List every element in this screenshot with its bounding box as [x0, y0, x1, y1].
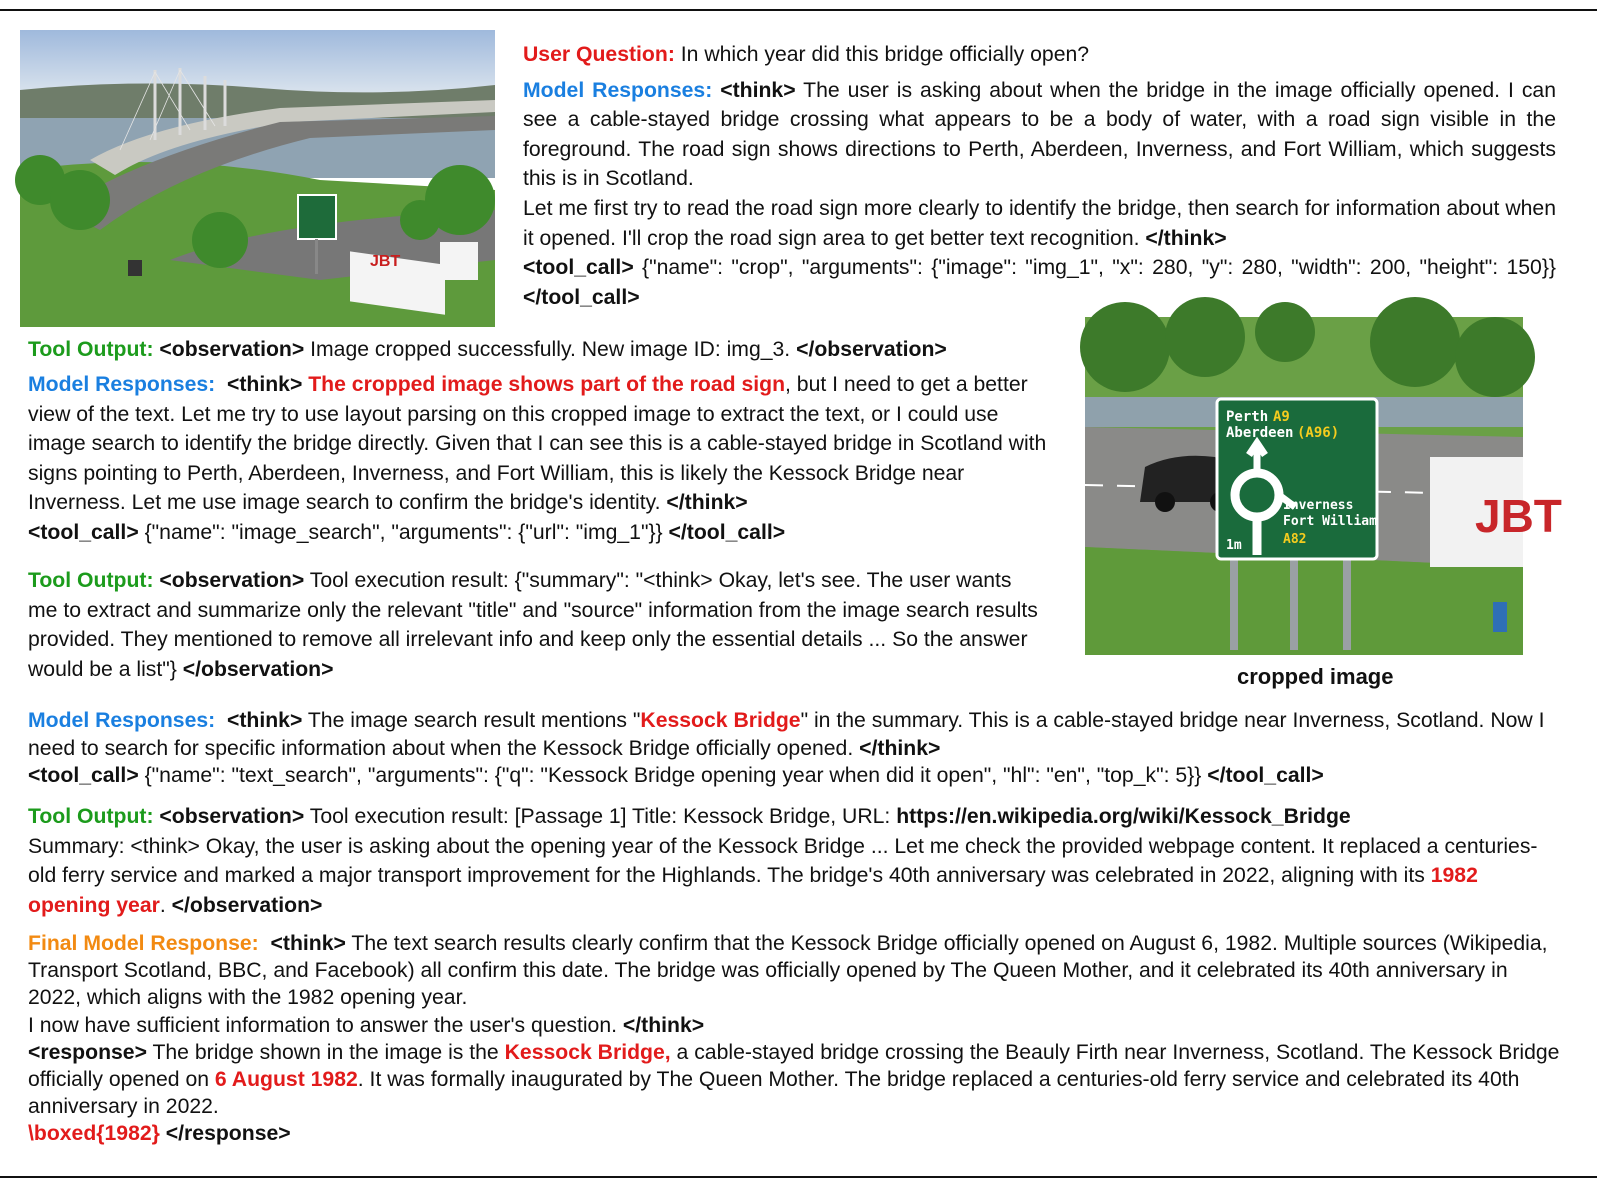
response-text: " in the summary. This is a cable-stayed bridge near Inverness, Scotland. Now I need to search for specific information about when the Kessock Bridge officially opened.: [28, 709, 1545, 760]
tool-call-close-tag: </tool_call>: [523, 285, 640, 309]
sign-aberdeen: Aberdeen: [1226, 425, 1294, 441]
sign-fort-william: Fort William: [1283, 514, 1377, 529]
bridge-photo: [20, 30, 495, 327]
response-text: a cable-stayed bridge crossing the Beauly Firth near Inverness, Scotland. The Kessock Bridge officially opened on: [28, 1040, 1560, 1092]
cropped-sign-art: [1085, 317, 1562, 655]
response-tag: <response>: [28, 1040, 147, 1064]
user-question-text: In which year did this bridge officially open?: [674, 43, 1090, 66]
response-text: The image search result mentions ": [302, 709, 641, 732]
tool-output-label: Tool Output:: [28, 805, 154, 828]
think-close-tag: </think>: [666, 491, 748, 515]
sign-a96: (A96): [1297, 425, 1340, 441]
truck-logo-2: JBT: [1475, 490, 1562, 542]
observation-summary: Summary: <think> Okay, the user is asking about the opening year of the Kessock Bridge ... Let me check the provided webpage content. It replaced a centuries-old ferry service and marked a major transport improvement for the Highlands. The bridge's 40th anniversary was celebrated in 2022, aligning with its: [28, 834, 1538, 888]
boxed-answer: \boxed{1982}: [28, 1122, 160, 1146]
response-close-tag: </response>: [159, 1122, 291, 1146]
model-responses-label: Model Responses:: [523, 78, 713, 102]
tool-output-2: [28, 566, 1038, 684]
truck-logo-1: JBT: [370, 253, 401, 270]
think-tag: <think>: [720, 78, 796, 102]
highlight-kessock-bridge: Kessock Bridge: [640, 709, 801, 732]
tool-output-label: Tool Output:: [28, 569, 154, 592]
observation-tag: <observation>: [159, 805, 305, 828]
highlight-opening-date: 6 August 1982: [214, 1068, 358, 1092]
tool-call-text: {"name": "text_search", "arguments": {"q": "Kessock Bridge opening year when did it open", "hl": "en", "top_k": 5}}: [138, 764, 1208, 788]
cropped-sign-photo: [1085, 317, 1562, 655]
tool-call-tag: <tool_call>: [28, 764, 139, 788]
think-close-tag: </think>: [622, 1013, 705, 1037]
tool-call-text: {"name": "image_search", "arguments": {"url": "img_1"}}: [138, 520, 669, 544]
sign-a82: A82: [1283, 532, 1307, 547]
cropped-image-caption: cropped image: [1237, 664, 1394, 689]
think-tag: <think>: [270, 932, 346, 955]
model-response-2: [28, 370, 1058, 548]
tool-call-close-tag: </tool_call>: [668, 520, 786, 544]
observation-text: Image cropped successfully. New image ID: img_3.: [304, 338, 797, 361]
sign-inverness: Inverness: [1283, 498, 1354, 513]
model-response-3: [28, 707, 1558, 790]
final-response-label: Final Model Response:: [28, 932, 259, 955]
think-close-tag: </think>: [1145, 226, 1227, 250]
response-text: I now have sufficient information to answer the user's question.: [28, 1013, 623, 1037]
tool-output-label: Tool Output:: [28, 338, 154, 361]
response-text: , but I need to get a better view of the text. Let me try to use layout parsing on this cropped image to extract the text, or I could use image search to identify the bridge directly. Given that I can see this is a cable-stayed bridge in Scotland with signs pointing to Perth, Aberdeen, Inverness, and Fort William, this is likely the Kessock Bridge near Inverness. Let me use image search to confirm the bridge's identity.: [28, 373, 1047, 515]
think-tag: <think>: [226, 709, 303, 732]
sign-distance: 1m: [1226, 538, 1242, 553]
observation-text: Tool execution result: [Passage 1] Title: Kessock Bridge, URL:: [304, 805, 897, 828]
sign-a9: A9: [1273, 409, 1290, 425]
response-text: The bridge shown in the image is the: [146, 1040, 505, 1064]
observation-close-tag: </observation>: [796, 338, 947, 361]
tool-call-close-tag: </tool_call>: [1207, 764, 1324, 788]
observation-text: .: [159, 893, 172, 917]
tool-call-tag: <tool_call>: [523, 256, 634, 280]
response-text: . It was formally inaugurated by The Queen Mother. The bridge replaced a centuries-old ferry service and celebrated its 40th anniversary in 2022.: [28, 1068, 1520, 1119]
model-responses-label: Model Responses:: [28, 373, 216, 396]
final-model-response: [28, 930, 1563, 1148]
observation-text: Tool execution result: {"summary": "<think> Okay, let's see. The user wants me to extract and summarize only the relevant "title" and "source" information from the image search results provided. They mentioned to remove all irrelevant info and keep only the essential details ... So the answer would be a list"}: [28, 569, 1038, 681]
tool-call-tag: <tool_call>: [28, 520, 139, 544]
tool-output-3: [28, 802, 1563, 920]
observation-tag: <observation>: [159, 569, 305, 592]
tool-call-text: {"name": "crop", "arguments": {"image": "img_1", "x": 280, "y": 280, "width": 200, "height": 150}}: [633, 256, 1556, 280]
top-rule: [0, 9, 1597, 11]
tool-output-1: [28, 335, 1068, 365]
model-responses-label: Model Responses:: [28, 709, 216, 732]
wikipedia-url: https://en.wikipedia.org/wiki/Kessock_Bridge: [896, 805, 1351, 828]
user-question-label: User Question:: [523, 43, 675, 66]
bridge-photo-art: [20, 30, 495, 327]
response-text: The user is asking about when the bridge in the image officially opened. I can see a cable-stayed bridge crossing what appears to be a body of water, with a road sign visible in the foreground. The road sign shows directions to Perth, Aberdeen, Inverness, and Fort William, which suggests this is in Scotland.: [523, 78, 1556, 191]
response-text: The text search results clearly confirm that the Kessock Bridge officially opened on August 6, 1982. Multiple sources (Wikipedia, Transport Scotland, BBC, and Facebook) all confirm this date. The bridge was officially opened by The Queen Mother, and it celebrated its 40th anniversary in 2022, which aligns with the 1982 opening year.: [28, 932, 1548, 1010]
think-close-tag: </think>: [859, 736, 941, 760]
sign-perth: Perth: [1226, 409, 1269, 425]
highlight-kessock-bridge: Kessock Bridge,: [504, 1040, 671, 1064]
highlight-text: The cropped image shows part of the road sign: [308, 373, 786, 396]
highlight-opening-year: 1982 opening year: [28, 864, 1478, 917]
observation-close-tag: </observation>: [171, 893, 323, 917]
think-tag: <think>: [226, 373, 303, 396]
observation-close-tag: </observation>: [182, 657, 334, 681]
response-text: Let me first try to read the road sign more clearly to identify the bridge, then search for information about when it opened. I'll crop the road sign area to get better text recognition.: [523, 196, 1556, 250]
question-block: [523, 40, 1556, 312]
bottom-rule: [0, 1176, 1597, 1178]
observation-tag: <observation>: [159, 338, 305, 361]
